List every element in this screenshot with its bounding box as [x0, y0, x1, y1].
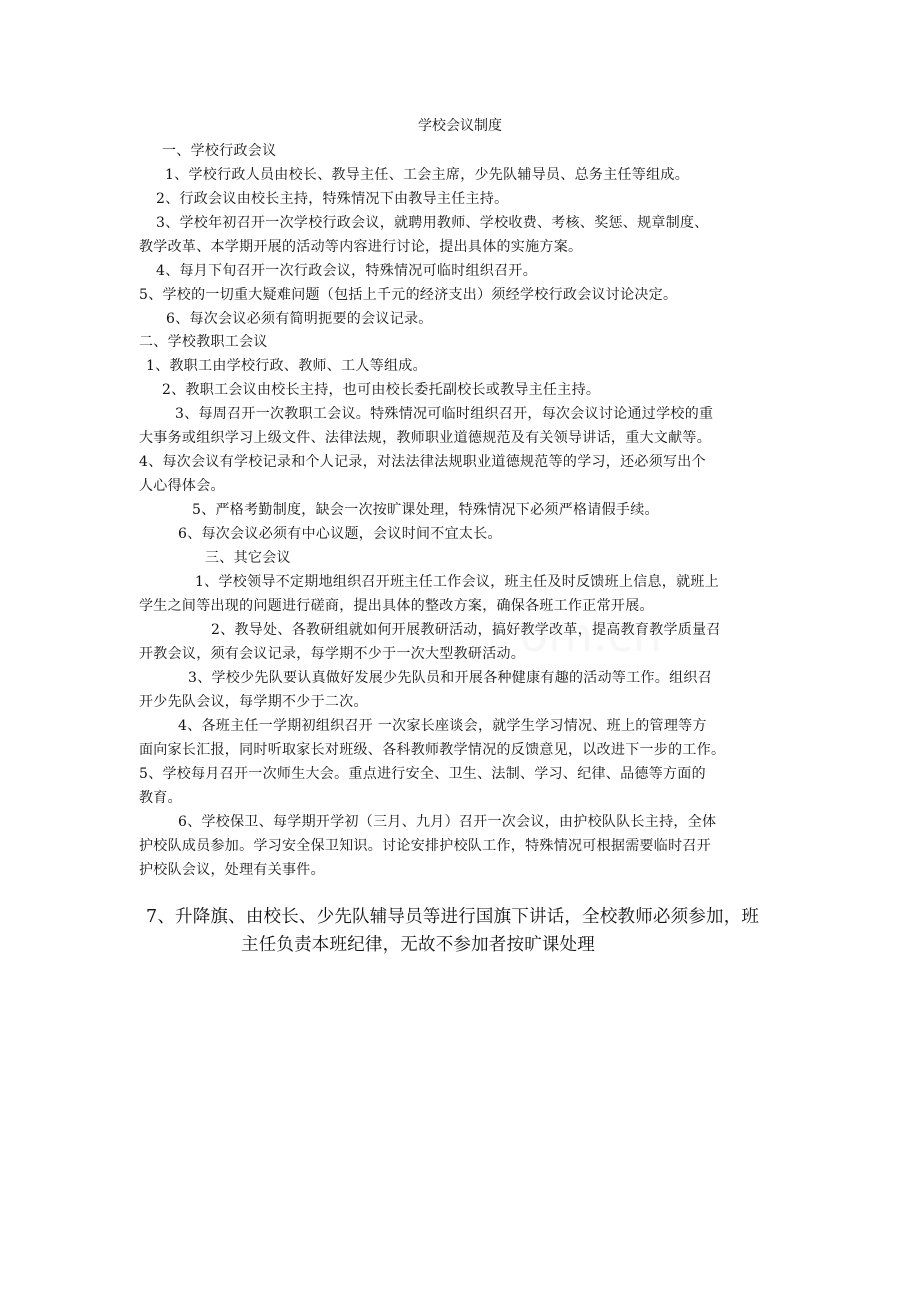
paragraph-line: 1、教职工由学校行政、教师、工人等组成。	[146, 358, 427, 374]
paragraph-line: 5、学校的一切重大疑难问题（包括上千元的经济支出）须经学校行政会议讨论决定。	[139, 287, 678, 303]
section-heading-3: 三、其它会议	[205, 550, 291, 566]
paragraph-line: 4、每月下旬召开一次行政会议，特殊情况可临时组织召开。	[156, 263, 538, 279]
paragraph-line: 4、各班主任一学期初组织召开 一次家长座谈会，就学生学习情况、班上的管理等方	[178, 718, 707, 734]
paragraph-line: 2、行政会议由校长主持，特殊情况下由教导主任主持。	[156, 191, 509, 207]
final-paragraph-line: 7、升降旗、由校长、少先队辅导员等进行国旗下讲话，全校教师必须参加，班	[146, 907, 760, 927]
paragraph-line: 教育。	[139, 790, 182, 806]
section-heading-1: 一、学校行政会议	[162, 143, 277, 159]
paragraph-line: 护校队会议，处理有关事件。	[139, 862, 325, 878]
paragraph-line: 面向家长汇报，同时听取家长对班级、各科教师教学情况的反馈意见，以改进下一步的工作。	[139, 742, 726, 758]
paragraph-line: 6、每次会议必须有简明扼要的会议记录。	[166, 311, 433, 327]
paragraph-line: 学生之间等出现的问题进行磋商，提出具体的整改方案，确保各班工作正常开展。	[139, 598, 654, 614]
paragraph-line: 5、严格考勤制度，缺会一次按旷课处理，特殊情况下必须严格请假手续。	[192, 502, 659, 518]
paragraph-line: 教学改革、本学期开展的活动等内容进行讨论，提出具体的实施方案。	[139, 239, 583, 255]
paragraph-line: 2、教职工会议由校长主持，也可由校长委托副校长或教导主任主持。	[162, 382, 601, 398]
paragraph-line: 1、学校行政人员由校长、教导主任、工会主席，少先队辅导员、总务主任等组成。	[165, 167, 690, 183]
paragraph-line: 3、每周召开一次教职工会议。特殊情况可临时组织召开，每次会议讨论通过学校的重	[175, 406, 714, 422]
paragraph-line: 3、学校年初召开一次学校行政会议，就聘用教师、学校收费、考核、奖惩、规章制度、	[156, 215, 709, 231]
paragraph-line: 开少先队会议，每学期不少于二次。	[139, 694, 368, 710]
paragraph-line: 人心得体会。	[139, 478, 225, 494]
watermark-text: om.cn	[520, 608, 663, 662]
paragraph-line: 4、每次会议有学校记录和个人记录，对法法律法规职业道德规范等的学习，还必须写出个	[139, 454, 706, 470]
paragraph-line: 大事务或组织学习上级文件、法律法规，教师职业道德规范及有关领导讲话，重大文献等。	[139, 430, 711, 446]
paragraph-line: 5、学校每月召开一次师生大会。重点进行安全、卫生、法制、学习、纪律、品德等方面的	[139, 766, 706, 782]
paragraph-line: 开教会议，须有会议记录，每学期不少于一次大型教研活动。	[139, 646, 526, 662]
section-heading-2: 二、学校教职工会议	[139, 334, 268, 350]
paragraph-line: 6、每次会议必须有中心议题，会议时间不宜太长。	[178, 526, 502, 542]
paragraph-line: 2、教导处、各教研组就如何开展教研活动，搞好教学改革，提高教育教学质量召	[211, 622, 721, 638]
final-paragraph-line: 主任负责本班纪律，无故不参加者按旷课处理	[241, 935, 595, 955]
paragraph-line: 护校队成员参加。学习安全保卫知识。讨论安排护校队工作，特殊情况可根据需要临时召开	[139, 838, 711, 854]
paragraph-line: 6、学校保卫、每学期开学初（三月、九月）召开一次会议，由护校队队长主持，全体	[178, 814, 717, 830]
paragraph-line: 3、学校少先队要认真做好发展少先队员和开展各种健康有趣的活动等工作。组织召	[188, 670, 713, 686]
paragraph-line: 1、学校领导不定期地组织召开班主任工作会议，班主任及时反馈班上信息，就班上	[195, 574, 720, 590]
document-title: 学校会议制度	[418, 118, 502, 134]
